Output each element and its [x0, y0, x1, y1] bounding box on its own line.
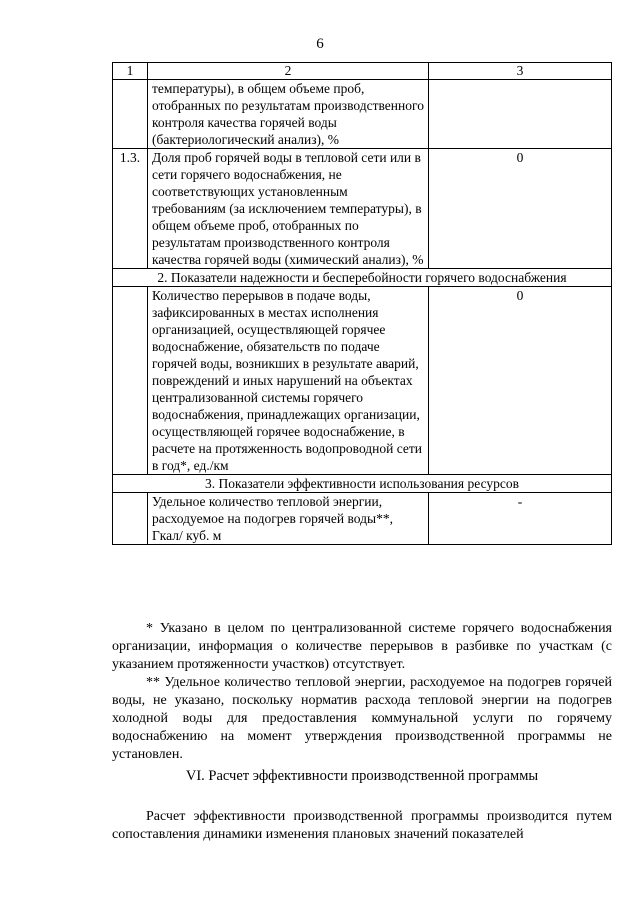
section-row-reliability [113, 269, 612, 287]
header-col-1: 1 [113, 63, 148, 80]
row-value: - [429, 493, 612, 545]
section-heading: VI. Расчет эффективности производственной программы [185, 768, 539, 784]
table-row [113, 80, 612, 149]
row-number [113, 493, 148, 545]
row-indicator-text: Удельное количество тепловой энергии, расходуемое на подогрев горячей воды**, Гкал/ куб. м [148, 493, 429, 545]
table-row [113, 493, 612, 545]
row-indicator-text: Доля проб горячей воды в тепловой сети или в сети горячего водоснабжения, не соответствующих установленным требованиям (за исключением температуры), в общем объеме проб, отобранных по результатам производственного контроля качества горячей воды (химический анализ), % [148, 149, 429, 269]
row-number [113, 287, 148, 475]
header-col-3: 3 [429, 63, 612, 80]
body-text [112, 808, 612, 844]
row-value [429, 80, 612, 149]
indicators-table [112, 62, 612, 545]
row-value: 0 [429, 287, 612, 475]
section-title-efficiency: 3. Показатели эффективности использования ресурсов [113, 475, 612, 493]
row-value: 0 [429, 149, 612, 269]
row-indicator-text: температуры), в общем объеме проб, отобранных по результатам производственного контроля качества горячей воды (бактериологический анализ), % [148, 80, 429, 149]
header-col-2: 2 [148, 63, 429, 80]
table-row [113, 287, 612, 475]
footnote-1: * Указано в целом по централизованной системе горячего водоснабжения организации, информация о количестве перерывов в разбивке по участкам (с указанием протяженности участков) отсутствует. [112, 621, 612, 672]
row-number: 1.3. [113, 149, 148, 269]
row-number [113, 80, 148, 149]
table-row [113, 149, 612, 269]
section-title-reliability: 2. Показатели надежности и бесперебойности горячего водоснабжения [113, 269, 612, 287]
footnotes [112, 620, 612, 764]
section-row-efficiency [113, 475, 612, 493]
row-indicator-text: Количество перерывов в подаче воды, зафиксированных в местах исполнения организацией, осуществляющей горячее водоснабжение, обязательств по подаче горячей воды, возникших в результате аварий, повреждений и иных нарушений на объектах централизованной системы горячего водоснабжения, принадлежащих организации, осуществляющей горячее водоснабжение, в расчете на протяженность водопроводной сети в год*, ед./км [148, 287, 429, 475]
page-number: 6 [316, 36, 324, 52]
body-paragraph: Расчет эффективности производственной программы производится путем сопоставления динамики изменения плановых значений показателей [112, 809, 612, 842]
table-header-row [113, 63, 612, 80]
footnote-2: ** Удельное количество тепловой энергии, расходуемое на подогрев горячей воды, не указано, поскольку норматив расхода тепловой энергии на подогрев холодной воды для предоставления коммунальной услуги по горячему водоснабжению на момент утверждения производственной программы не установлен. [112, 675, 612, 762]
